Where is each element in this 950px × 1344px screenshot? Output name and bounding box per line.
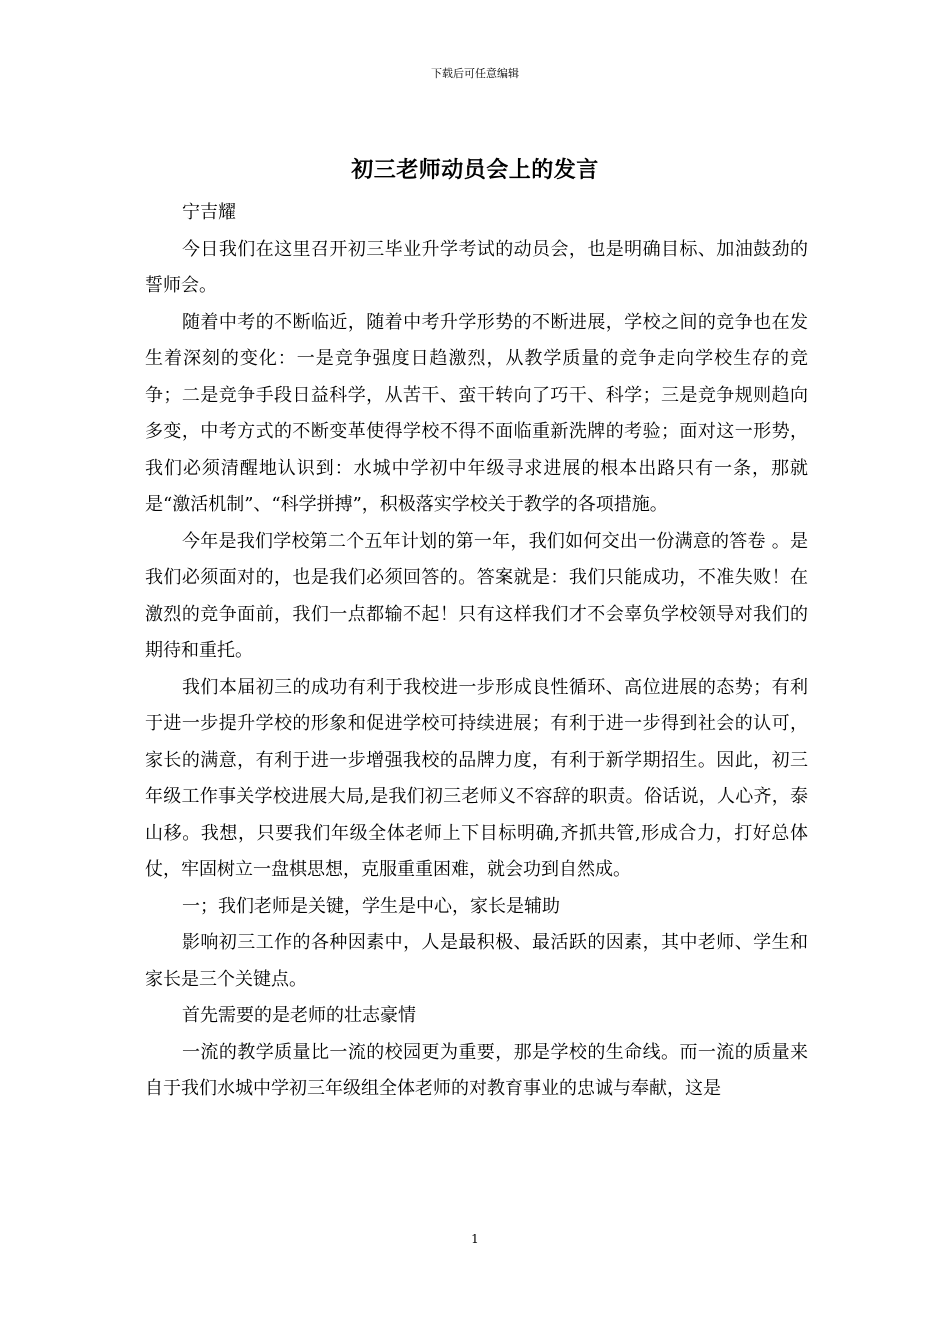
page-number: 1 [471,1232,479,1246]
paragraph-6: 一流的教学质量比一流的校园更为重要，那是学校的生命线。而一流的质量来自于我们水城中学初三年级组全体老师的对教育事业的忠诚与奉献，这是 [145,1041,808,1099]
document-body [145,195,808,1108]
paragraph-3: 今年是我们学校第二个五年计划的第一年，我们如何交出一份满意的答卷 。是我们必须面对的，也是我们必须回答的。答案就是：我们只能成功，不准失败！在激烈的竞争面前，我们一点都输不起！只有这样我们才不会辜负学校领导对我们的期待和重托。 [145,530,808,661]
paragraph-4: 我们本届初三的成功有利于我校进一步形成良性循环、高位进展的态势；有利于进一步提升学校的形象和促进学校可持续进展；有利于进一步得到社会的认可，家长的满意，有利于进一步增强我校的品牌力度，有利于新学期招生。因此，初三年级工作事关学校进展大局,是我们初三老师义不容辞的职责。俗话说，人心齐，泰山移。我想，只要我们年级全体老师上下目标明确,齐抓共管,形成合力，打好总体仗，牢固树立一盘棋思想，克服重重困难，就会功到自然成。 [145,676,808,880]
author-line: 宁吉耀 [182,202,236,223]
paragraph-2: 随着中考的不断临近，随着中考升学形势的不断进展，学校之间的竞争也在发生着深刻的变化：一是竞争强度日趋激烈，从教学质量的竞争走向学校生存的竞争；二是竞争手段日益科学，从苦干、蛮干转向了巧干、科学；三是竞争规则趋向多变，中考方式的不断变革使得学校不得不面临重新洗牌的考验；面对这一形势，我们必须清醒地认识到：水城中学初中年级寻求进展的根本出路只有一条，那就是“激活机制”、“科学拼搏”，积极落实学校关于教学的各项措施。 [145,311,808,515]
paragraph-1: 今日我们在这里召开初三毕业升学考试的动员会，也是明确目标、加油鼓劲的誓师会。 [145,238,808,296]
section-heading-1: 一；我们老师是关键，学生是中心，家长是辅助 [182,895,560,917]
subsection-heading-1: 首先需要的是老师的壮志豪情 [182,1005,416,1026]
document-title: 初三老师动员会上的发言 [351,157,599,183]
paragraph-5: 影响初三工作的各种因素中，人是最积极、最活跃的因素，其中老师、学生和家长是三个关键点。 [145,932,808,990]
page-header-note: 下载后可任意编辑 [431,67,519,80]
